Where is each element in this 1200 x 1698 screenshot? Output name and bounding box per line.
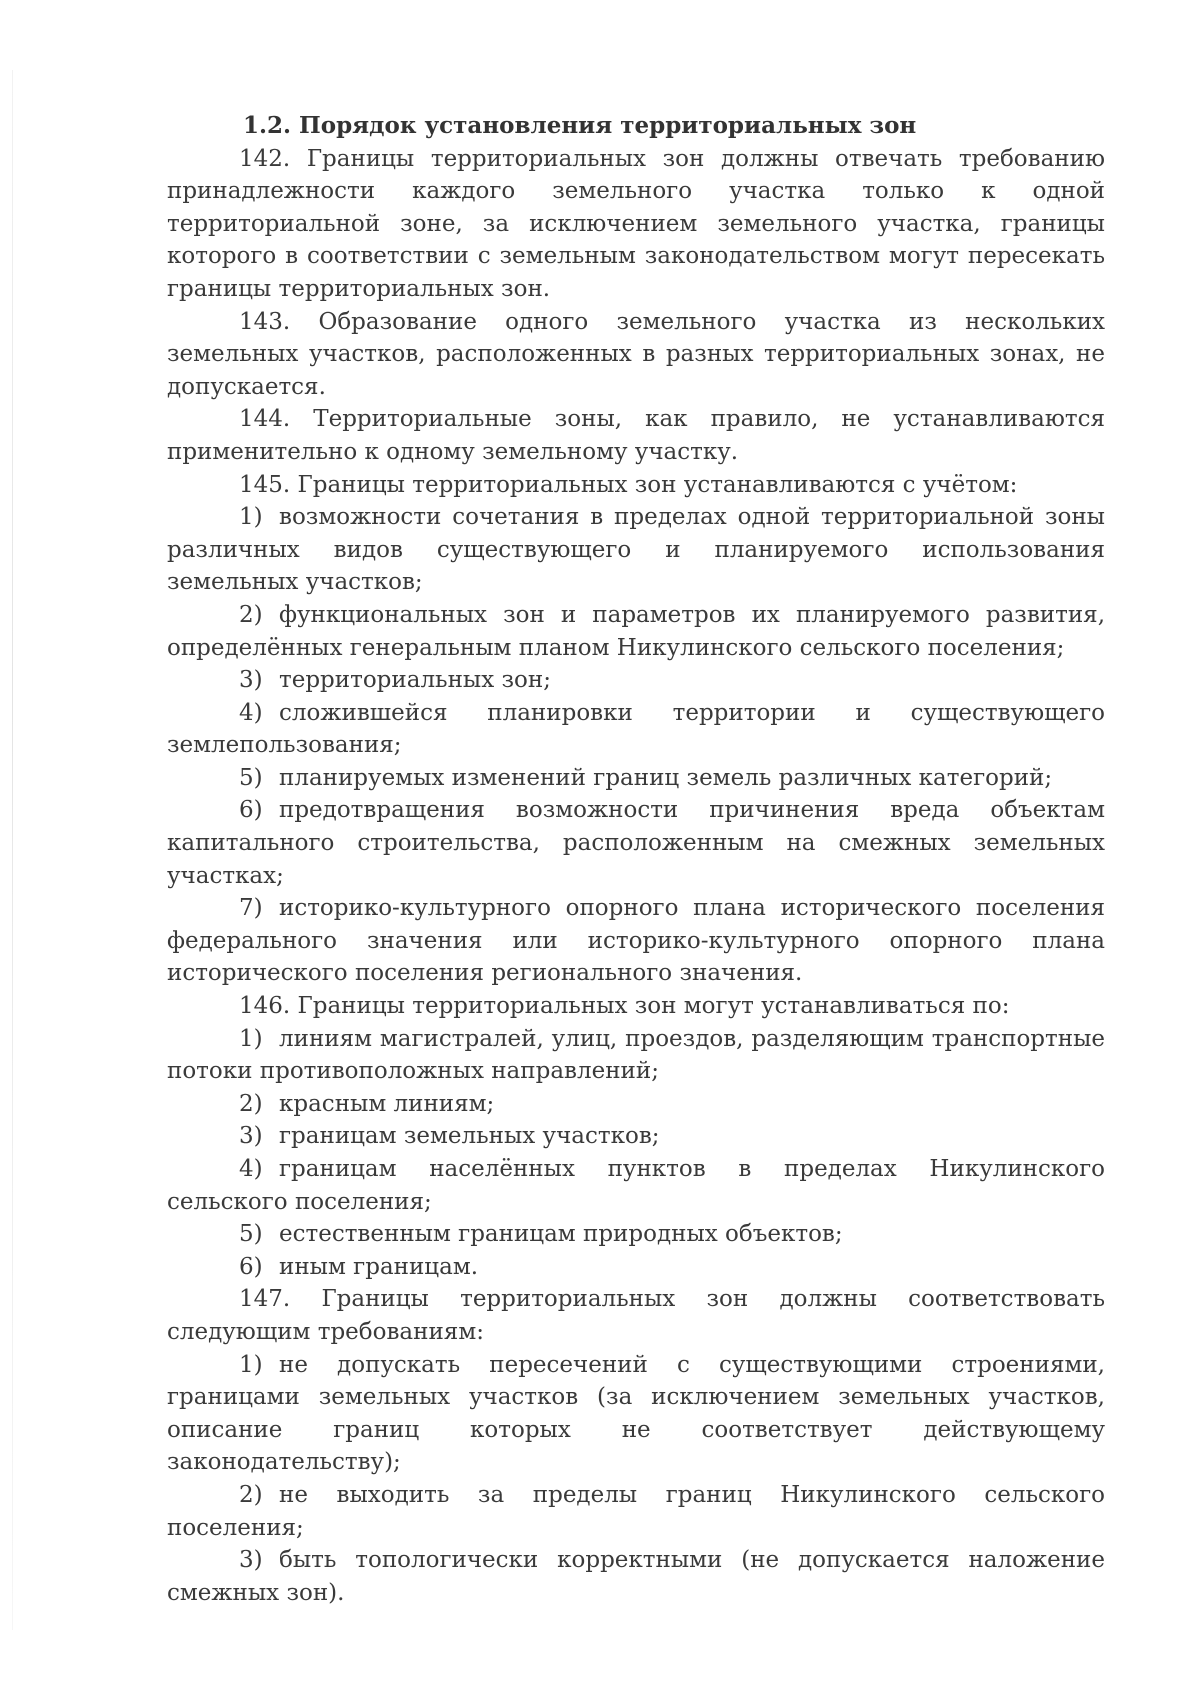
list-item-number: 5) [239, 1221, 263, 1248]
list-item-number: 1) [239, 1025, 263, 1052]
list-item-number: 4) [239, 1156, 263, 1182]
list-item: 1) возможности сочетания в пределах одной территориальной зоны различных видов существующего и планируемого использования земельных участков; [167, 501, 1105, 599]
paragraph-145: 145. Границы территориальных зон устанавливаются с учётом: [239, 471, 1018, 498]
list-item-number: 3) [239, 667, 263, 694]
paragraph-143: 143. Образование одного земельного участка из нескольких земельных участков, расположенных в разных территориальных зонах, не допускается. [167, 308, 1105, 400]
list-item: 3) быть топологически корректными (не допускается наложение смежных зон). [167, 1544, 1105, 1609]
list-item: 3) территориальных зон; [167, 664, 1105, 697]
paragraph-144: 144. Территориальные зоны, как правило, не устанавливаются применительно к одному земельному участку. [167, 406, 1105, 465]
list-item-number: 1) [239, 1351, 263, 1378]
section-heading: 1.2. Порядок установления территориальных зон [243, 112, 917, 139]
paragraph-142: 142. Границы территориальных зон должны отвечать требованию принадлежности каждого земельного участка только к одной территориальной зоне, за исключением земельного участка, границы которого в соответствии с земельным законодательством могут пересекать границы территориальных зон. [167, 145, 1105, 302]
list-item: 2) не выходить за пределы границ Никулинского сельского поселения; [167, 1479, 1105, 1544]
list-item-number: 3) [239, 1123, 263, 1150]
list-item-number: 2) [239, 1481, 263, 1508]
scan-edge-shadow [12, 70, 13, 1630]
list-item: 2) функциональных зон и параметров их планируемого развития, определённых генеральным планом Никулинского сельского поселения; [167, 599, 1105, 664]
list-item: 7) историко-культурного опорного плана исторического поселения федерального значения или историко-культурного опорного плана исторического поселения регионального значения. [167, 892, 1105, 990]
list-item-number: 5) [239, 764, 263, 791]
list-item-number: 6) [239, 1253, 263, 1280]
list-item: 1) линиям магистралей, улиц, проездов, разделяющим транспортные потоки противоположных направлений; [167, 1023, 1105, 1088]
list-item-number: 3) [239, 1547, 263, 1574]
list-item: 3) границам земельных участков; [167, 1120, 1105, 1153]
list-item: 2) красным линиям; [167, 1088, 1105, 1121]
list-item-number: 2) [239, 601, 263, 628]
list-item: 1) не допускать пересечений с существующими строениями, границами земельных участков (за исключением земельных участков, описание границ которых не соответствует действующему законодательству); [167, 1349, 1105, 1479]
list-item-number: 6) [239, 797, 263, 824]
list-item-number: 4) [239, 699, 263, 726]
list-item: 6) иным границам. [167, 1251, 1105, 1284]
document-body [167, 110, 1105, 1609]
list-item: 4) сложившейся планировки территории и существующего землепользования; [167, 697, 1105, 762]
list-item-number: 1) [239, 504, 263, 531]
list-item: 5) планируемых изменений границ земель различных категорий; [167, 762, 1105, 795]
list-item: 4) границам населённых пунктов в пределах Никулинского сельского поселения; [167, 1153, 1105, 1218]
list-item-number: 7) [239, 895, 263, 922]
paragraph-146: 146. Границы территориальных зон могут устанавливаться по: [239, 993, 1010, 1020]
list-item: 5) естественным границам природных объектов; [167, 1218, 1105, 1251]
paragraph-147: 147. Границы территориальных зон должны соответствовать следующим требованиям: [167, 1286, 1105, 1345]
list-item: 6) предотвращения возможности причинения вреда объектам капитального строительства, расположенным на смежных земельных участках; [167, 794, 1105, 892]
list-item-number: 2) [239, 1090, 263, 1117]
